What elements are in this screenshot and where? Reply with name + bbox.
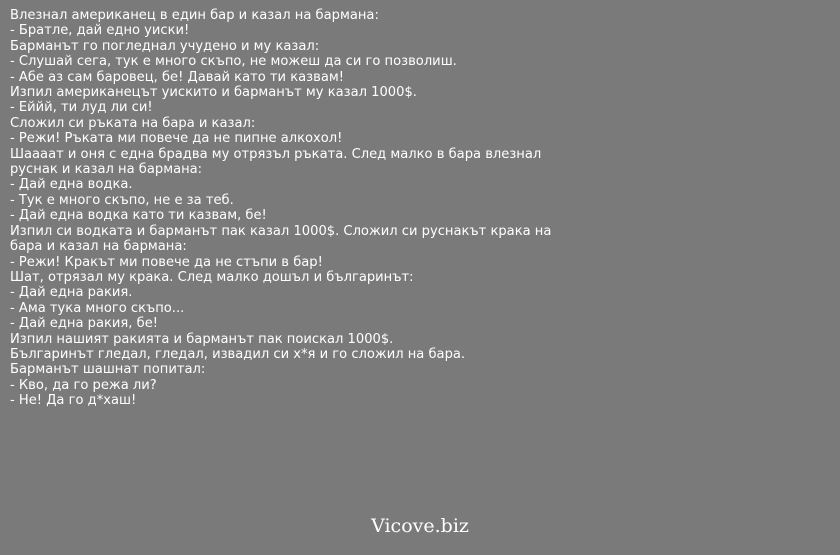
joke-line: - Режи! Ръката ми повече да не пипне алкохол!	[10, 131, 343, 147]
joke-text	[10, 8, 810, 409]
joke-line: - Братле, дай едно уиски!	[10, 23, 190, 39]
joke-line: - Слушай сега, тук е много скъпо, не можеш да си го позволиш.	[10, 54, 457, 70]
joke-line: Барманът го погледнал учудено и му казал:	[10, 38, 320, 54]
joke-line: - Дай една ракия.	[10, 285, 133, 301]
joke-line: руснак и казал на бармана:	[10, 162, 203, 178]
joke-line: Българинът гледал, гледал, извадил си х*я и го сложил на бара.	[10, 346, 466, 362]
joke-line: - Режи! Кракът ми повече да не стъпи в бар!	[10, 254, 323, 270]
joke-line: Влезнал американец в един бар и казал на бармана:	[10, 8, 379, 23]
joke-line: бара и казал на бармана:	[10, 239, 187, 255]
joke-line: Изпил американецът уискито и барманът му казал 1000$.	[10, 85, 417, 101]
joke-line: - Дай една водка като ти казвам, бе!	[10, 208, 267, 224]
joke-line: - Кво, да го режа ли?	[10, 377, 157, 393]
joke-line: Изпил си водката и барманът пак казал 1000$. Сложил си руснакът крака на	[10, 223, 552, 239]
joke-line: - Тук е много скъпо, не е за теб.	[10, 192, 234, 208]
joke-line: Шаааат и оня с една брадва му отрязъл ръката. След малко в бара влезнал	[10, 146, 542, 162]
joke-line: - Ама тука много скъпо...	[10, 300, 185, 316]
joke-line: - Дай една ракия, бе!	[10, 316, 159, 332]
joke-line: Изпил нашият ракията и барманът пак поискал 1000$.	[10, 331, 394, 347]
joke-line: Барманът шашнат попитал:	[10, 362, 206, 378]
joke-line: - Не! Да го д*хаш!	[10, 393, 137, 409]
site-watermark: Vicove.biz	[371, 515, 469, 537]
joke-line: - Абе аз сам баровец, бе! Давай като ти казвам!	[10, 69, 344, 85]
joke-line: Сложил си ръката на бара и казал:	[10, 115, 256, 131]
joke-line: Шат, отрязал му крака. След малко дошъл и българинът:	[10, 269, 414, 285]
joke-line: - Еййй, ти луд ли си!	[10, 100, 153, 116]
joke-line: - Дай една водка.	[10, 177, 133, 193]
